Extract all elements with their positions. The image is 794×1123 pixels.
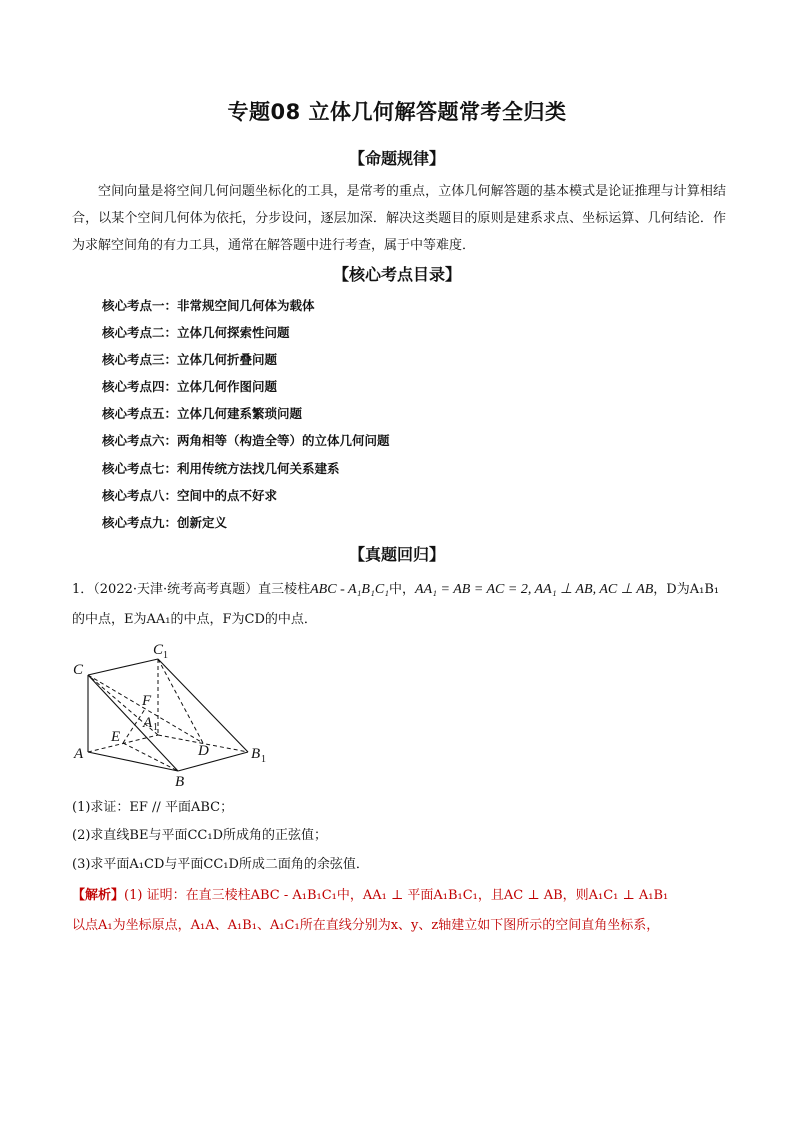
- toc-item[interactable]: 核心考点九：创新定义: [102, 514, 228, 530]
- label-c: C: [73, 662, 84, 678]
- section-heading-rule: 【命题规律】: [348, 149, 445, 168]
- toc-item[interactable]: 核心考点五：立体几何建系繁琐问题: [102, 406, 303, 422]
- toc-item[interactable]: 核心考点三：立体几何折叠问题: [102, 352, 278, 368]
- toc-item[interactable]: 核心考点一：非常规空间几何体为载体: [102, 298, 315, 313]
- toc-item[interactable]: 核心考点八：空间中的点不好求: [102, 487, 278, 503]
- edge-a-b: [88, 752, 178, 771]
- question-part-1: (1)求证：EF // 平面ABC；: [72, 800, 234, 815]
- label-b: B: [175, 774, 185, 788]
- prism-diagram: [70, 638, 270, 788]
- question-1-prism: ABC - A₁B₁C₁: [310, 582, 390, 597]
- label-a1-sub: 1: [153, 722, 158, 733]
- label-a1: A: [143, 715, 153, 731]
- question-1-line-1: [72, 580, 732, 600]
- section-heading-toc: 【核心考点目录】: [332, 265, 461, 284]
- edge-c-c1: [88, 659, 158, 675]
- section-heading-real: 【真题回归】: [348, 545, 445, 564]
- toc-item[interactable]: 核心考点二：立体几何探索性问题: [102, 325, 290, 341]
- toc-item[interactable]: 核心考点四：立体几何作图问题: [102, 379, 278, 395]
- question-part-3: (3)求平面A₁CD与平面CC₁D所成二面角的余弦值．: [72, 857, 369, 872]
- edge-c1-b1: [158, 659, 248, 752]
- question-1-d-text: ，D为A₁B₁: [653, 582, 720, 597]
- solution-tag: 【解析】: [72, 888, 125, 903]
- solution-text-1: (1) 证明：在直三棱柱ABC - A₁B₁C₁中，AA₁ ⊥ 平面A₁B₁C₁，且AC ⊥ AB，则A₁C₁ ⊥ A₁B₁: [124, 888, 669, 903]
- label-e: E: [111, 729, 121, 745]
- edge-e-b: [123, 743, 178, 771]
- label-c1: C: [153, 642, 164, 658]
- question-1-line-2: 的中点，E为AA₁的中点，F为CD的中点．: [72, 612, 317, 627]
- label-d: D: [198, 743, 209, 759]
- edge-b-b1: [178, 752, 248, 771]
- solution-line-1: [72, 886, 732, 906]
- label-b1-sub: 1: [261, 754, 266, 765]
- question-1-prefix: 1．（2022·天津·统考高考真题）直三棱柱: [72, 582, 311, 597]
- label-b1: B: [251, 746, 261, 762]
- page-title: 专题08 立体几何解答题常考全归类: [227, 100, 567, 124]
- label-c1-sub: 1: [163, 650, 168, 661]
- edge-c1-d: [158, 659, 203, 743]
- toc-item[interactable]: 核心考点七：利用传统方法找几何关系建系: [102, 460, 340, 476]
- label-a: A: [74, 746, 84, 762]
- prism-figure: [70, 638, 270, 788]
- edge-c-b: [88, 675, 178, 771]
- question-1-mid: 中，: [389, 582, 416, 597]
- question-1-conditions: AA₁ = AB = AC = 2, AA₁ ⊥ AB, AC ⊥ AB: [415, 582, 654, 597]
- toc-item[interactable]: 核心考点六：两角相等（构造全等）的立体几何问题: [102, 433, 390, 449]
- toc-list: [102, 296, 390, 540]
- label-f: F: [142, 693, 152, 709]
- solution-line-2: 以点A₁为坐标原点，A₁A、A₁B₁、A₁C₁所在直线分别为x、y、z轴建立如下图所示的空间直角坐标系，: [72, 918, 660, 933]
- question-part-2: (2)求直线BE与平面CC₁D所成角的正弦值；: [72, 828, 327, 843]
- rule-paragraph: 空间向量是将空间几何问题坐标化的工具，是常考的重点，立体几何解答题的基本模式是论证推理与计算相结合，以某个空间几何体为依托，分步设问，逐层加深．解决这类题目的原则是建系求点、坐标运算、几何结论．作为求解空间角的有力工具，通常在解答题中进行考查，属于中等难度．: [72, 184, 726, 253]
- edge-c-d: [88, 675, 203, 743]
